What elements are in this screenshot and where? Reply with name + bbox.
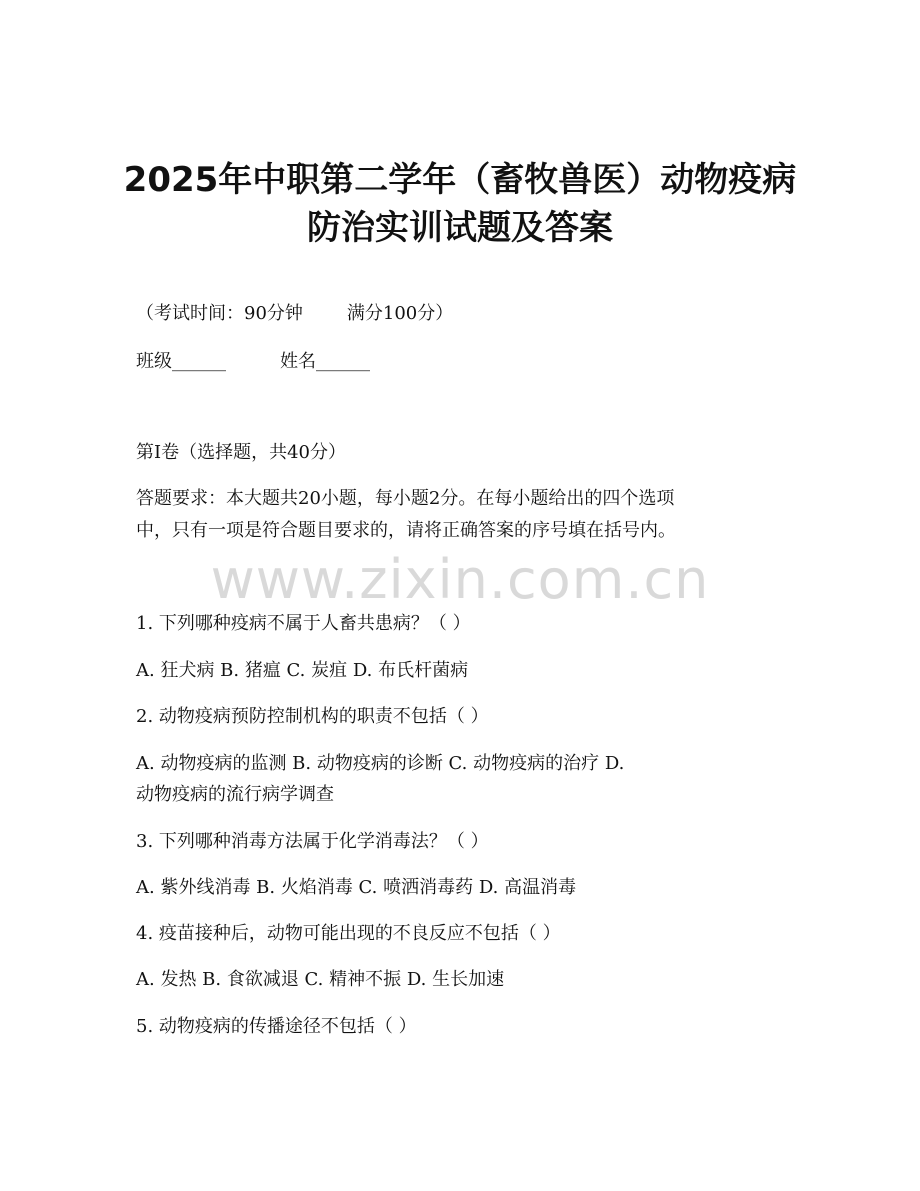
section-title: 第I卷（选择题，共40分） (136, 442, 347, 463)
class-field: 班级______ (136, 351, 226, 372)
question-1-stem: 1. 下列哪种疫病不属于人畜共患病？（ ） (136, 613, 471, 634)
question-3-options: A. 紫外线消毒 B. 火焰消毒 C. 喷洒消毒药 D. 高温消毒 (136, 877, 577, 898)
question-2-options-cont: 动物疫病的流行病学调查 (136, 784, 334, 805)
student-info (136, 350, 370, 374)
question-2-options: A. 动物疫病的监测 B. 动物疫病的诊断 C. 动物疫病的治疗 D. (136, 753, 625, 774)
question-5-stem: 5. 动物疫病的传播途径不包括（ ） (136, 1016, 417, 1037)
question-2-stem: 2. 动物疫病预防控制机构的职责不包括（ ） (136, 706, 489, 727)
document-title-line-1: 2025年中职第二学年（畜牧兽医）动物疫病 (123, 160, 797, 200)
instructions-line-1: 答题要求：本大题共20小题，每小题2分。在每小题给出的四个选项 (136, 488, 675, 509)
instructions-line-2: 中，只有一项是符合题目要求的，请将正确答案的序号填在括号内。 (136, 520, 676, 541)
question-3-stem: 3. 下列哪种消毒方法属于化学消毒法？（ ） (136, 831, 489, 852)
question-4-stem: 4. 疫苗接种后，动物可能出现的不良反应不包括（ ） (136, 923, 561, 944)
full-score: 满分100分） (346, 303, 454, 324)
exam-info (136, 302, 453, 326)
exam-time: （考试时间：90分钟 (136, 303, 303, 324)
document-title-line-2: 防治实训试题及答案 (307, 208, 613, 248)
name-field: 姓名______ (280, 351, 370, 372)
question-4-options: A. 发热 B. 食欲减退 C. 精神不振 D. 生长加速 (136, 969, 505, 990)
question-1-options: A. 狂犬病 B. 猪瘟 C. 炭疽 D. 布氏杆菌病 (136, 660, 469, 681)
watermark: www.zixin.com.cn (210, 548, 710, 611)
